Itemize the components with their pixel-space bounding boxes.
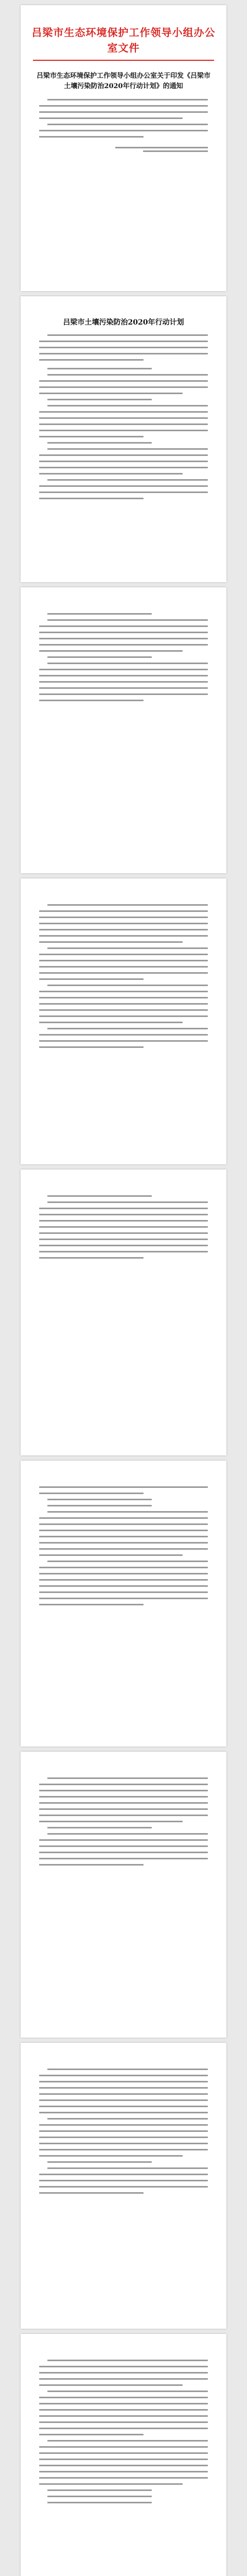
page-text bbox=[39, 904, 208, 1048]
header-divider bbox=[33, 60, 214, 61]
page-text bbox=[39, 1486, 208, 1605]
page-text bbox=[39, 1195, 208, 1259]
page-text bbox=[39, 1777, 208, 1866]
document-page bbox=[21, 2043, 226, 2329]
document-page bbox=[21, 1752, 226, 2038]
page-text bbox=[39, 613, 208, 701]
document-page bbox=[21, 1461, 226, 1747]
document-page bbox=[21, 296, 226, 582]
page-text bbox=[39, 2360, 208, 2503]
plan-section bbox=[39, 368, 208, 499]
plan-intro bbox=[39, 334, 208, 361]
signature-block bbox=[115, 147, 208, 152]
document-page bbox=[21, 1170, 226, 1455]
document-header-title: 吕梁市生态环境保护工作领导小组办公室文件 bbox=[31, 26, 216, 54]
document-page bbox=[21, 5, 226, 291]
document-page bbox=[21, 2334, 226, 2576]
page-text bbox=[39, 2069, 208, 2194]
document-page bbox=[21, 878, 226, 1164]
notice-title: 吕梁市生态环境保护工作领导小组办公室关于印发《吕梁市土壤污染防治2020年行动计划》的通知 bbox=[36, 72, 210, 90]
plan-title: 吕梁市土壤污染防治2020年行动计划 bbox=[63, 318, 184, 327]
notice-body bbox=[39, 99, 208, 138]
document-page bbox=[21, 587, 226, 873]
